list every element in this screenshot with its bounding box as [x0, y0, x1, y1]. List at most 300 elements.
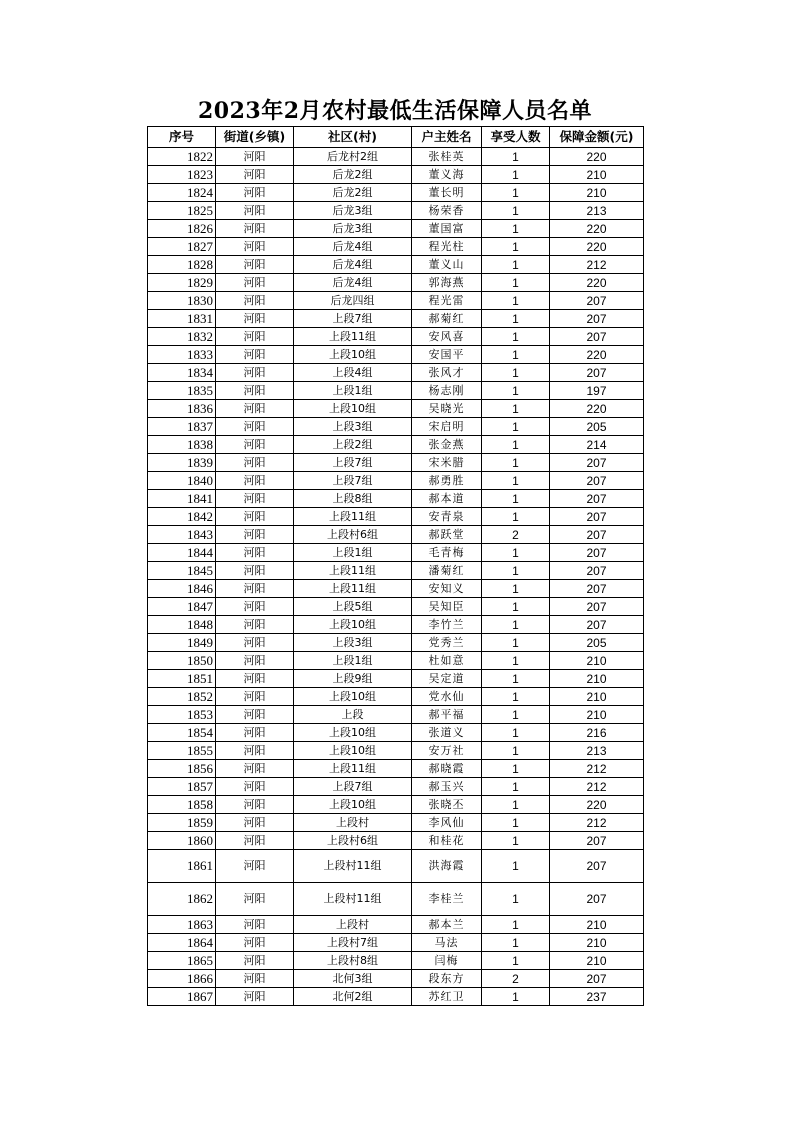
row-name-cell: 张金燕	[412, 436, 482, 454]
table-row	[148, 256, 644, 274]
row-name-cell: 洪海霞	[412, 850, 482, 883]
row-count-cell: 1	[482, 850, 550, 883]
row-name-cell: 安青泉	[412, 508, 482, 526]
row-amount-cell: 207	[550, 562, 644, 580]
table-row	[148, 292, 644, 310]
row-village-cell: 后龙4组	[294, 238, 412, 256]
row-count-cell: 1	[482, 883, 550, 916]
row-count-cell: 1	[482, 364, 550, 382]
row-village-cell: 后龙村2组	[294, 148, 412, 166]
row-amount-cell: 210	[550, 184, 644, 202]
table-row	[148, 952, 644, 970]
row-count-cell: 1	[482, 238, 550, 256]
row-street-cell: 河阳	[216, 634, 294, 652]
row-amount-cell: 207	[550, 526, 644, 544]
row-seq-cell: 1833	[148, 346, 216, 364]
row-amount-cell: 207	[550, 328, 644, 346]
table-row	[148, 796, 644, 814]
row-count-cell: 1	[482, 328, 550, 346]
row-name-cell: 闫梅	[412, 952, 482, 970]
row-street-cell: 河阳	[216, 364, 294, 382]
row-street-cell: 河阳	[216, 598, 294, 616]
table-row	[148, 724, 644, 742]
table-row	[148, 934, 644, 952]
table-row	[148, 220, 644, 238]
row-village-cell: 上段村	[294, 814, 412, 832]
row-seq-cell: 1847	[148, 598, 216, 616]
row-seq-cell: 1855	[148, 742, 216, 760]
table-row	[148, 916, 644, 934]
row-street-cell: 河阳	[216, 778, 294, 796]
row-seq-cell: 1830	[148, 292, 216, 310]
column-header-street: 街道(乡镇)	[216, 127, 294, 148]
row-count-cell: 1	[482, 952, 550, 970]
table-row	[148, 778, 644, 796]
row-name-cell: 党秀兰	[412, 634, 482, 652]
row-amount-cell: 207	[550, 472, 644, 490]
row-village-cell: 北何2组	[294, 988, 412, 1006]
row-name-cell: 杜如意	[412, 652, 482, 670]
row-village-cell: 后龙4组	[294, 256, 412, 274]
row-street-cell: 河阳	[216, 292, 294, 310]
row-village-cell: 上段村7组	[294, 934, 412, 952]
row-amount-cell: 237	[550, 988, 644, 1006]
table-row	[148, 418, 644, 436]
row-street-cell: 河阳	[216, 148, 294, 166]
row-count-cell: 1	[482, 274, 550, 292]
row-village-cell: 后龙2组	[294, 184, 412, 202]
row-amount-cell: 207	[550, 508, 644, 526]
row-amount-cell: 207	[550, 850, 644, 883]
row-street-cell: 河阳	[216, 916, 294, 934]
row-name-cell: 段东方	[412, 970, 482, 988]
row-name-cell: 潘菊红	[412, 562, 482, 580]
row-village-cell: 后龙四组	[294, 292, 412, 310]
table-row	[148, 760, 644, 778]
table-row	[148, 274, 644, 292]
table-row	[148, 562, 644, 580]
row-seq-cell: 1831	[148, 310, 216, 328]
row-amount-cell: 212	[550, 256, 644, 274]
table-row	[148, 544, 644, 562]
row-amount-cell: 207	[550, 454, 644, 472]
row-amount-cell: 212	[550, 760, 644, 778]
row-street-cell: 河阳	[216, 490, 294, 508]
row-village-cell: 上段村11组	[294, 850, 412, 883]
row-street-cell: 河阳	[216, 970, 294, 988]
row-village-cell: 上段3组	[294, 634, 412, 652]
row-village-cell: 上段村11组	[294, 883, 412, 916]
row-count-cell: 1	[482, 202, 550, 220]
row-street-cell: 河阳	[216, 988, 294, 1006]
row-amount-cell: 207	[550, 364, 644, 382]
row-count-cell: 1	[482, 256, 550, 274]
row-street-cell: 河阳	[216, 382, 294, 400]
header-row	[148, 127, 644, 148]
row-name-cell: 郝平福	[412, 706, 482, 724]
row-seq-cell: 1861	[148, 850, 216, 883]
row-village-cell: 上段7组	[294, 778, 412, 796]
row-amount-cell: 207	[550, 970, 644, 988]
row-seq-cell: 1822	[148, 148, 216, 166]
row-amount-cell: 213	[550, 742, 644, 760]
row-village-cell: 上段11组	[294, 760, 412, 778]
row-street-cell: 河阳	[216, 760, 294, 778]
table-row	[148, 850, 644, 883]
row-street-cell: 河阳	[216, 526, 294, 544]
row-seq-cell: 1838	[148, 436, 216, 454]
row-amount-cell: 205	[550, 634, 644, 652]
row-name-cell: 安风喜	[412, 328, 482, 346]
row-village-cell: 后龙3组	[294, 202, 412, 220]
row-count-cell: 1	[482, 796, 550, 814]
row-count-cell: 1	[482, 934, 550, 952]
row-village-cell: 上段10组	[294, 688, 412, 706]
row-amount-cell: 207	[550, 883, 644, 916]
row-street-cell: 河阳	[216, 814, 294, 832]
row-seq-cell: 1850	[148, 652, 216, 670]
row-count-cell: 1	[482, 598, 550, 616]
row-street-cell: 河阳	[216, 202, 294, 220]
row-amount-cell: 220	[550, 274, 644, 292]
row-street-cell: 河阳	[216, 616, 294, 634]
column-header-amount: 保障金额(元)	[550, 127, 644, 148]
row-village-cell: 上段10组	[294, 346, 412, 364]
row-name-cell: 安国平	[412, 346, 482, 364]
row-village-cell: 上段2组	[294, 436, 412, 454]
row-name-cell: 程光雷	[412, 292, 482, 310]
row-count-cell: 1	[482, 742, 550, 760]
row-street-cell: 河阳	[216, 934, 294, 952]
row-amount-cell: 207	[550, 544, 644, 562]
row-village-cell: 后龙4组	[294, 274, 412, 292]
row-count-cell: 1	[482, 760, 550, 778]
row-street-cell: 河阳	[216, 256, 294, 274]
row-name-cell: 安知义	[412, 580, 482, 598]
row-village-cell: 后龙2组	[294, 166, 412, 184]
row-street-cell: 河阳	[216, 688, 294, 706]
row-village-cell: 上段村6组	[294, 526, 412, 544]
row-count-cell: 2	[482, 970, 550, 988]
row-count-cell: 1	[482, 814, 550, 832]
row-count-cell: 1	[482, 688, 550, 706]
row-count-cell: 1	[482, 670, 550, 688]
row-amount-cell: 207	[550, 292, 644, 310]
row-amount-cell: 207	[550, 616, 644, 634]
row-village-cell: 上段10组	[294, 796, 412, 814]
row-name-cell: 张道义	[412, 724, 482, 742]
row-name-cell: 董长明	[412, 184, 482, 202]
row-amount-cell: 210	[550, 952, 644, 970]
row-village-cell: 上段10组	[294, 742, 412, 760]
row-seq-cell: 1848	[148, 616, 216, 634]
table-row	[148, 328, 644, 346]
row-seq-cell: 1841	[148, 490, 216, 508]
roster-body	[148, 148, 644, 1006]
row-name-cell: 郝勇胜	[412, 472, 482, 490]
column-header-name: 户主姓名	[412, 127, 482, 148]
row-village-cell: 上段1组	[294, 382, 412, 400]
row-amount-cell: 210	[550, 688, 644, 706]
row-name-cell: 张风才	[412, 364, 482, 382]
row-seq-cell: 1849	[148, 634, 216, 652]
row-seq-cell: 1860	[148, 832, 216, 850]
row-name-cell: 宋米腊	[412, 454, 482, 472]
row-name-cell: 李桂兰	[412, 883, 482, 916]
row-name-cell: 张桂英	[412, 148, 482, 166]
row-name-cell: 吴晓光	[412, 400, 482, 418]
row-count-cell: 1	[482, 166, 550, 184]
row-street-cell: 河阳	[216, 346, 294, 364]
row-count-cell: 1	[482, 634, 550, 652]
document-title: 2023年2月农村最低生活保障人员名单	[197, 98, 593, 124]
row-amount-cell: 214	[550, 436, 644, 454]
row-seq-cell: 1858	[148, 796, 216, 814]
row-village-cell: 上段10组	[294, 616, 412, 634]
row-name-cell: 和桂花	[412, 832, 482, 850]
table-row	[148, 580, 644, 598]
row-count-cell: 2	[482, 526, 550, 544]
row-seq-cell: 1862	[148, 883, 216, 916]
table-row	[148, 472, 644, 490]
column-header-village: 社区(村)	[294, 127, 412, 148]
table-row	[148, 988, 644, 1006]
table-row	[148, 382, 644, 400]
row-name-cell: 吴定道	[412, 670, 482, 688]
row-street-cell: 河阳	[216, 706, 294, 724]
row-street-cell: 河阳	[216, 742, 294, 760]
row-village-cell: 上段11组	[294, 580, 412, 598]
row-seq-cell: 1836	[148, 400, 216, 418]
row-count-cell: 1	[482, 184, 550, 202]
row-village-cell: 上段村6组	[294, 832, 412, 850]
table-row	[148, 238, 644, 256]
row-seq-cell: 1865	[148, 952, 216, 970]
row-street-cell: 河阳	[216, 184, 294, 202]
row-amount-cell: 212	[550, 778, 644, 796]
row-village-cell: 后龙3组	[294, 220, 412, 238]
row-count-cell: 1	[482, 346, 550, 364]
row-street-cell: 河阳	[216, 580, 294, 598]
row-count-cell: 1	[482, 544, 550, 562]
row-count-cell: 1	[482, 616, 550, 634]
row-count-cell: 1	[482, 436, 550, 454]
table-row	[148, 364, 644, 382]
row-name-cell: 郝菊红	[412, 310, 482, 328]
row-street-cell: 河阳	[216, 418, 294, 436]
row-name-cell: 杨荣香	[412, 202, 482, 220]
row-name-cell: 郝玉兴	[412, 778, 482, 796]
row-seq-cell: 1837	[148, 418, 216, 436]
row-name-cell: 董义海	[412, 166, 482, 184]
row-count-cell: 1	[482, 508, 550, 526]
table-row	[148, 598, 644, 616]
row-seq-cell: 1843	[148, 526, 216, 544]
table-row	[148, 616, 644, 634]
row-seq-cell: 1867	[148, 988, 216, 1006]
row-street-cell: 河阳	[216, 274, 294, 292]
row-seq-cell: 1857	[148, 778, 216, 796]
row-amount-cell: 205	[550, 418, 644, 436]
table-row	[148, 400, 644, 418]
row-name-cell: 董国富	[412, 220, 482, 238]
table-row	[148, 346, 644, 364]
table-row	[148, 652, 644, 670]
row-count-cell: 1	[482, 832, 550, 850]
row-village-cell: 上段11组	[294, 328, 412, 346]
row-village-cell: 上段1组	[294, 544, 412, 562]
row-name-cell: 马法	[412, 934, 482, 952]
table-row	[148, 970, 644, 988]
table-row	[148, 814, 644, 832]
row-seq-cell: 1825	[148, 202, 216, 220]
row-street-cell: 河阳	[216, 796, 294, 814]
table-row	[148, 883, 644, 916]
row-street-cell: 河阳	[216, 544, 294, 562]
row-street-cell: 河阳	[216, 454, 294, 472]
row-street-cell: 河阳	[216, 952, 294, 970]
row-amount-cell: 212	[550, 814, 644, 832]
table-row	[148, 184, 644, 202]
row-seq-cell: 1852	[148, 688, 216, 706]
row-name-cell: 张晓丕	[412, 796, 482, 814]
row-street-cell: 河阳	[216, 436, 294, 454]
row-village-cell: 上段村8组	[294, 952, 412, 970]
row-amount-cell: 197	[550, 382, 644, 400]
row-seq-cell: 1824	[148, 184, 216, 202]
row-village-cell: 上段4组	[294, 364, 412, 382]
row-name-cell: 苏红卫	[412, 988, 482, 1006]
row-amount-cell: 210	[550, 706, 644, 724]
row-amount-cell: 207	[550, 832, 644, 850]
row-street-cell: 河阳	[216, 328, 294, 346]
row-street-cell: 河阳	[216, 238, 294, 256]
row-village-cell: 上段9组	[294, 670, 412, 688]
row-name-cell: 李风仙	[412, 814, 482, 832]
row-name-cell: 党水仙	[412, 688, 482, 706]
row-count-cell: 1	[482, 310, 550, 328]
row-village-cell: 上段11组	[294, 562, 412, 580]
table-row	[148, 706, 644, 724]
row-amount-cell: 210	[550, 652, 644, 670]
row-count-cell: 1	[482, 490, 550, 508]
row-seq-cell: 1853	[148, 706, 216, 724]
row-name-cell: 李竹兰	[412, 616, 482, 634]
row-amount-cell: 220	[550, 400, 644, 418]
row-count-cell: 1	[482, 916, 550, 934]
row-count-cell: 1	[482, 454, 550, 472]
row-village-cell: 上段7组	[294, 454, 412, 472]
row-name-cell: 吴知臣	[412, 598, 482, 616]
row-name-cell: 安万社	[412, 742, 482, 760]
row-street-cell: 河阳	[216, 400, 294, 418]
row-amount-cell: 220	[550, 346, 644, 364]
row-seq-cell: 1828	[148, 256, 216, 274]
row-street-cell: 河阳	[216, 562, 294, 580]
row-name-cell: 郝本道	[412, 490, 482, 508]
row-amount-cell: 207	[550, 598, 644, 616]
row-village-cell: 上段村	[294, 916, 412, 934]
row-count-cell: 1	[482, 652, 550, 670]
table-row	[148, 670, 644, 688]
row-village-cell: 上段10组	[294, 400, 412, 418]
row-amount-cell: 207	[550, 310, 644, 328]
table-row	[148, 688, 644, 706]
row-count-cell: 1	[482, 220, 550, 238]
row-amount-cell: 220	[550, 238, 644, 256]
row-seq-cell: 1856	[148, 760, 216, 778]
row-seq-cell: 1864	[148, 934, 216, 952]
row-seq-cell: 1845	[148, 562, 216, 580]
row-street-cell: 河阳	[216, 850, 294, 883]
row-count-cell: 1	[482, 988, 550, 1006]
row-village-cell: 上段5组	[294, 598, 412, 616]
row-street-cell: 河阳	[216, 832, 294, 850]
row-amount-cell: 220	[550, 796, 644, 814]
row-name-cell: 郭海燕	[412, 274, 482, 292]
table-row	[148, 148, 644, 166]
row-seq-cell: 1866	[148, 970, 216, 988]
row-count-cell: 1	[482, 382, 550, 400]
row-name-cell: 郝跃堂	[412, 526, 482, 544]
row-village-cell: 上段10组	[294, 724, 412, 742]
table-row	[148, 490, 644, 508]
row-street-cell: 河阳	[216, 472, 294, 490]
table-row	[148, 202, 644, 220]
row-village-cell: 上段1组	[294, 652, 412, 670]
row-seq-cell: 1826	[148, 220, 216, 238]
row-count-cell: 1	[482, 706, 550, 724]
row-village-cell: 上段7组	[294, 472, 412, 490]
row-seq-cell: 1863	[148, 916, 216, 934]
row-amount-cell: 207	[550, 490, 644, 508]
row-seq-cell: 1842	[148, 508, 216, 526]
row-street-cell: 河阳	[216, 310, 294, 328]
row-seq-cell: 1851	[148, 670, 216, 688]
row-seq-cell: 1840	[148, 472, 216, 490]
row-seq-cell: 1854	[148, 724, 216, 742]
table-row	[148, 166, 644, 184]
row-count-cell: 1	[482, 724, 550, 742]
row-street-cell: 河阳	[216, 724, 294, 742]
row-village-cell: 北何3组	[294, 970, 412, 988]
table-row	[148, 454, 644, 472]
row-amount-cell: 210	[550, 166, 644, 184]
table-row	[148, 436, 644, 454]
row-amount-cell: 207	[550, 580, 644, 598]
row-amount-cell: 220	[550, 148, 644, 166]
row-amount-cell: 220	[550, 220, 644, 238]
row-village-cell: 上段11组	[294, 508, 412, 526]
row-village-cell: 上段	[294, 706, 412, 724]
row-count-cell: 1	[482, 400, 550, 418]
row-seq-cell: 1846	[148, 580, 216, 598]
table-row	[148, 526, 644, 544]
row-street-cell: 河阳	[216, 670, 294, 688]
row-count-cell: 1	[482, 580, 550, 598]
row-seq-cell: 1839	[148, 454, 216, 472]
column-header-count: 享受人数	[482, 127, 550, 148]
row-amount-cell: 210	[550, 934, 644, 952]
row-seq-cell: 1829	[148, 274, 216, 292]
row-amount-cell: 210	[550, 670, 644, 688]
row-count-cell: 1	[482, 778, 550, 796]
row-street-cell: 河阳	[216, 883, 294, 916]
row-amount-cell: 210	[550, 916, 644, 934]
row-street-cell: 河阳	[216, 508, 294, 526]
row-name-cell: 郝晓霞	[412, 760, 482, 778]
row-amount-cell: 216	[550, 724, 644, 742]
